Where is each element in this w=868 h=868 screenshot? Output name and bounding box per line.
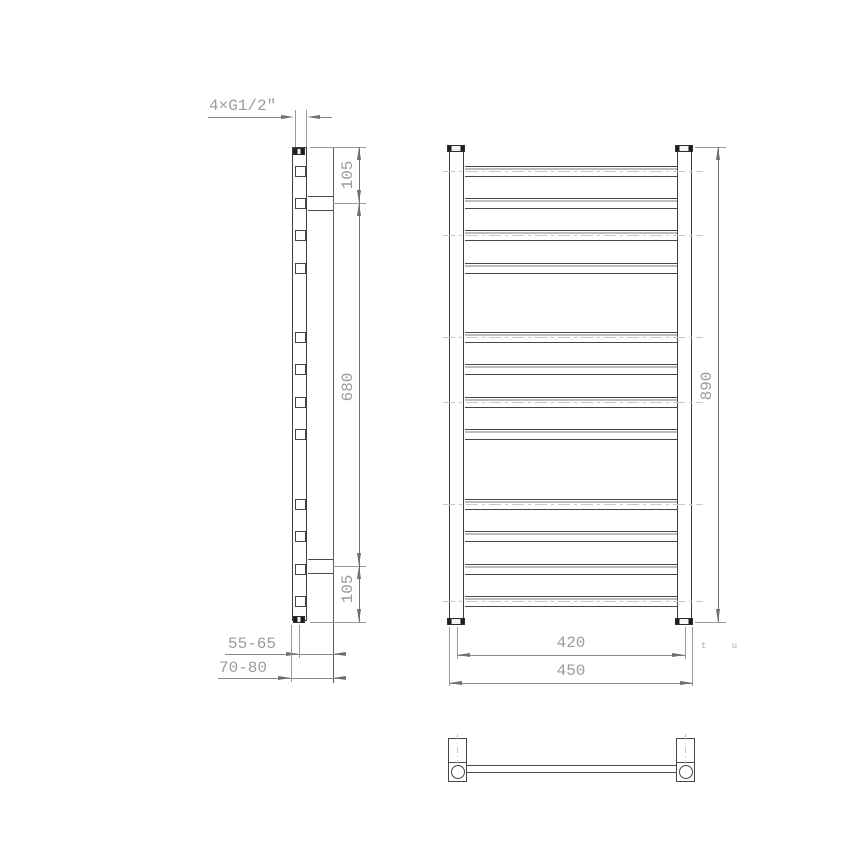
front-bottom-right-cap <box>675 618 693 625</box>
rung-highlight <box>465 232 677 234</box>
dim-arrow <box>716 609 720 622</box>
top-bracket-line <box>308 210 333 211</box>
dimension-line <box>449 683 693 684</box>
rung-section-square <box>295 166 306 177</box>
rung-highlight <box>465 200 677 202</box>
front-top-left-cap <box>447 145 465 152</box>
dim-arrow <box>449 681 462 685</box>
rung <box>465 166 677 177</box>
side-collector-tube <box>292 147 307 621</box>
bottom-rung-line <box>467 772 676 773</box>
rung-highlight <box>465 566 677 568</box>
rung-centerline <box>443 601 703 602</box>
front-bottom-left-cap <box>447 618 465 625</box>
dim-arrow <box>333 676 346 680</box>
extension-line <box>333 566 366 567</box>
rung-section-square <box>295 564 306 575</box>
rung-centerline <box>443 504 703 505</box>
front-right-collector <box>677 147 692 620</box>
dim-arrow <box>716 147 720 160</box>
dim-arrow <box>333 652 346 656</box>
extension-line <box>695 622 726 623</box>
thread-arrow <box>281 115 294 119</box>
dim-arrow <box>357 566 361 579</box>
rung <box>465 332 677 343</box>
extension-line <box>685 627 686 659</box>
rung-highlight <box>465 399 677 401</box>
dim-top-offset: 105 <box>339 160 357 190</box>
extension-line <box>333 203 366 204</box>
rung-section-square <box>295 531 306 542</box>
rung <box>465 564 677 575</box>
dimension-line <box>359 147 360 622</box>
thread-arrow <box>307 115 320 119</box>
rung-section-square <box>295 499 306 510</box>
dim-bottom-offset: 105 <box>339 574 357 604</box>
rung-section-square <box>295 263 306 274</box>
dim-axis-width: 420 <box>556 634 586 652</box>
extension-line <box>306 110 307 147</box>
rung-centerline <box>443 402 703 403</box>
rung-centerline <box>443 171 703 172</box>
rung-centerline <box>443 235 703 236</box>
front-left-collector <box>449 147 464 620</box>
rung-highlight <box>465 501 677 503</box>
rung-section-square <box>295 198 306 209</box>
rung-highlight <box>465 533 677 535</box>
dim-arrow <box>286 652 299 656</box>
bottom-bracket-line <box>308 559 333 560</box>
rung <box>465 397 677 408</box>
dim-arrow <box>357 553 361 566</box>
thread-label: 4×G1/2″ <box>209 97 277 115</box>
bottom-right-port <box>679 765 693 779</box>
extension-line <box>295 110 296 147</box>
rung-section-square <box>295 429 306 440</box>
rung-highlight <box>465 265 677 267</box>
dimension-line <box>457 655 685 656</box>
bottom-left-centerline <box>457 734 458 764</box>
rung-highlight <box>465 366 677 368</box>
rung <box>465 198 677 209</box>
rung-highlight <box>465 168 677 170</box>
dim-arrow <box>457 653 470 657</box>
extension-line <box>291 625 292 682</box>
rung-section-square <box>295 332 306 343</box>
rung <box>465 230 677 241</box>
side-top-connector <box>293 148 305 155</box>
dim-arrow <box>357 203 361 216</box>
rung-centerline <box>443 337 703 338</box>
dim-wall-to-axis: 55-65 <box>228 635 277 653</box>
rung-highlight <box>465 598 677 600</box>
dim-bracket-spacing: 680 <box>339 372 357 402</box>
dimension-line <box>718 147 719 622</box>
front-rungs <box>465 0 677 868</box>
dim-arrow <box>278 676 291 680</box>
extension-line <box>449 627 450 686</box>
top-bracket-line <box>308 196 333 197</box>
dim-arrow <box>680 681 693 685</box>
bottom-rung-line <box>467 765 676 766</box>
dim-arrow <box>357 147 361 160</box>
bottom-left-port <box>451 765 465 779</box>
rung-section-square <box>295 230 306 241</box>
rung-highlight <box>465 431 677 433</box>
extension-line <box>310 622 366 623</box>
rung-section-square <box>295 596 306 607</box>
thread-leader-tail <box>320 117 332 118</box>
extension-line <box>692 627 693 686</box>
rung <box>465 596 677 607</box>
dim-arrow <box>357 190 361 203</box>
rung <box>465 531 677 542</box>
extension-line <box>299 625 300 658</box>
bottom-bracket-line <box>308 573 333 574</box>
side-bottom-connector <box>293 616 305 623</box>
rung <box>465 263 677 274</box>
dim-overall-width: 450 <box>556 662 586 680</box>
dim-overall-height: 890 <box>698 371 716 401</box>
rung-section-square <box>295 364 306 375</box>
dim-wall-to-face: 70-80 <box>219 659 268 677</box>
bottom-right-centerline <box>685 734 686 764</box>
wall-line <box>333 147 334 683</box>
front-top-right-cap <box>675 145 693 152</box>
stray-marks: t u <box>701 641 748 651</box>
extension-line <box>695 147 726 148</box>
rung <box>465 364 677 375</box>
dim-arrow <box>672 653 685 657</box>
rung-highlight <box>465 334 677 336</box>
rung-section-square <box>295 397 306 408</box>
dim-arrow <box>357 609 361 622</box>
thread-leader-line <box>208 117 282 118</box>
rung <box>465 429 677 440</box>
rung <box>465 499 677 510</box>
